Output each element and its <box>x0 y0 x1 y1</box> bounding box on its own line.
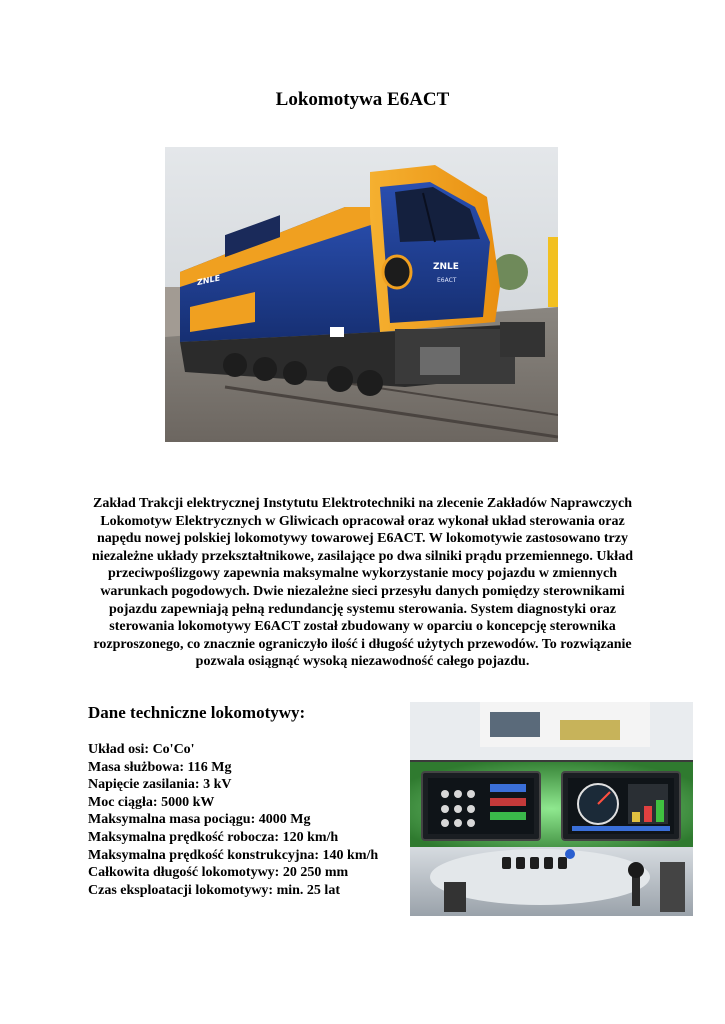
document-title: Lokomotywa E6ACT <box>275 89 450 110</box>
specs-list <box>88 741 378 899</box>
spec-total-length: Całkowita długość lokomotywy: 20 250 mm <box>88 865 349 881</box>
spec-max-design-speed: Maksymalna prędkość konstrukcyjna: 140 km/h <box>88 847 379 863</box>
locomotive-photo <box>165 147 558 442</box>
spec-service-life: Czas eksploatacji lokomotywy: min. 25 lat <box>88 882 340 898</box>
cab-photo <box>410 702 693 916</box>
spec-service-mass: Masa służbowa: 116 Mg <box>88 759 232 775</box>
specs-heading: Dane techniczne lokomotywy: <box>88 703 306 722</box>
spec-continuous-power: Moc ciągła: 5000 kW <box>88 794 215 810</box>
locomotive-logo-text: ZNLE <box>433 262 459 272</box>
spec-supply-voltage: Napięcie zasilania: 3 kV <box>88 777 232 793</box>
intro-paragraph: Zakład Trakcji elektrycznej Instytutu Elektrotechniki na zlecenie Zakładów Naprawczych Lokomotyw Elektrycznych w Gliwicach opracował oraz wykonał układ sterowania oraz napędu nowej polskiej lokomotywy towarowej E6ACT. W lokomotywie zastosowano trzy niezależne układy przekształtnikowe, zasilające po dwa silniki prądu przemiennego. Układ przeciwpoślizgowy zapewnia maksymalne wykorzystanie mocy pojazdu w zmiennych warunkach pogodowych. Dwie niezależne sieci przesyłu danych pomiędzy sterownikami pojazdu zapewniają pełną redundancję systemu sterowania. System diagnostyki oraz sterowania lokomotywy E6ACT został zbudowany w oparciu o koncepcję sterownika rozproszonego, co znacznie ograniczyło ilość i długość użytych przewodów. To rozwiązanie pozwala osiągnąć wysoką niezawodność całego pojazdu. <box>92 496 633 670</box>
spec-max-train-mass: Maksymalna masa pociągu: 4000 Mg <box>88 812 311 828</box>
spec-axle-arrangement: Układ osi: Co'Co' <box>88 742 195 757</box>
spec-max-operating-speed: Maksymalna prędkość robocza: 120 km/h <box>88 829 339 845</box>
locomotive-model-text: E6ACT <box>437 277 457 284</box>
svg-text:ZNLE: ZNLE <box>197 272 221 288</box>
